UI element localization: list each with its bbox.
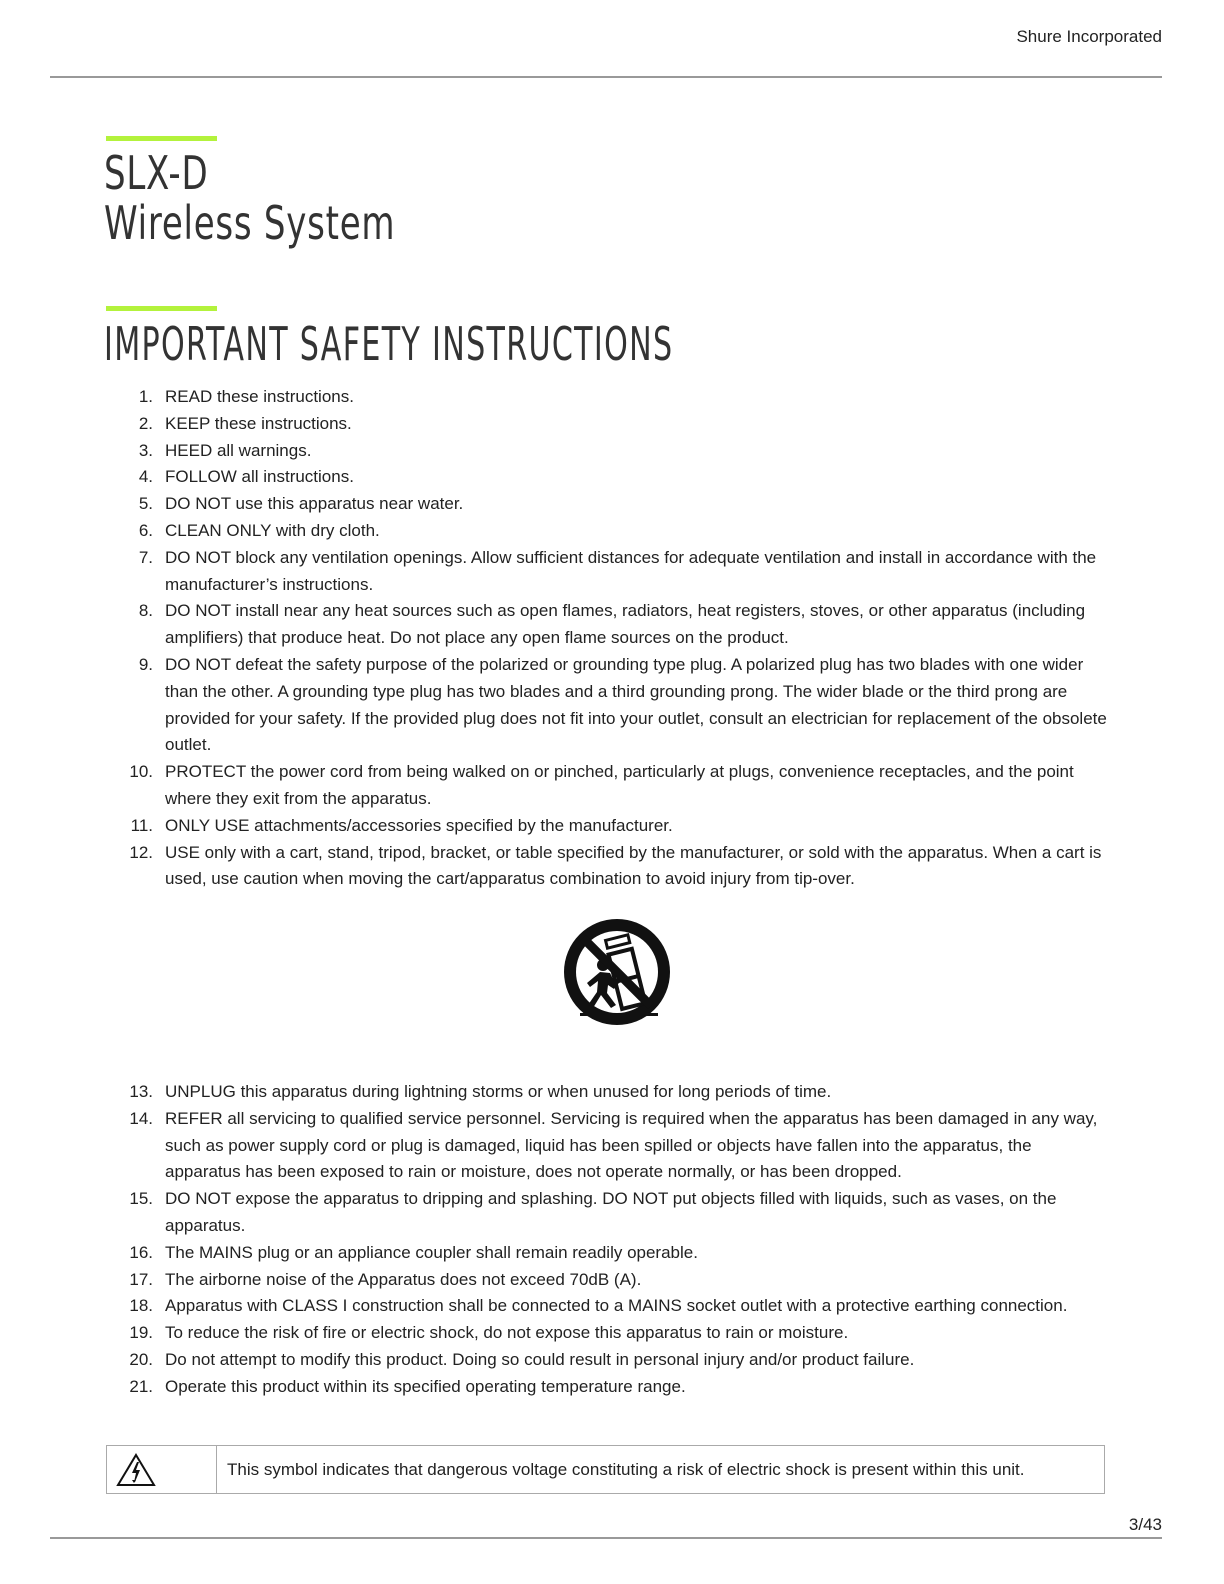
- list-item-number: 10.: [129, 762, 153, 782]
- warning-text: This symbol indicates that dangerous voltage constituting a risk of electric shock is present within this unit.: [227, 1459, 1025, 1479]
- list-item: [138, 652, 1110, 759]
- electric-shock-warning-icon: [116, 1453, 156, 1487]
- list-item-text: FOLLOW all instructions.: [165, 467, 354, 487]
- list-item-text: DO NOT use this apparatus near water.: [165, 494, 464, 514]
- list-item-text: PROTECT the power cord from being walked on or pinched, particularly at plugs, convenience receptacles, and the point where they exit from the apparatus.: [165, 762, 1074, 808]
- title-accent-bar: [106, 136, 217, 141]
- product-title-line2: Wireless System: [104, 196, 396, 250]
- list-item-number: 4.: [138, 467, 153, 487]
- list-item: [138, 545, 1110, 599]
- list-item-number: 5.: [138, 494, 153, 514]
- list-item: [138, 384, 1110, 411]
- list-item: [129, 1267, 1110, 1294]
- list-item-text: The MAINS plug or an appliance coupler shall remain readily operable.: [165, 1242, 698, 1262]
- list-item: [129, 1106, 1110, 1186]
- list-item-text: To reduce the risk of fire or electric shock, do not expose this apparatus to rain or moisture.: [165, 1323, 849, 1343]
- list-item-text: HEED all warnings.: [165, 440, 312, 460]
- cart-icon-graphic: [560, 915, 674, 1029]
- list-item: [129, 1293, 1110, 1320]
- list-item: [129, 1320, 1110, 1347]
- list-item: [138, 411, 1110, 438]
- list-item-number: 19.: [129, 1323, 153, 1343]
- list-item-text: READ these instructions.: [165, 387, 354, 406]
- list-item: [129, 759, 1110, 813]
- list-item-text: REFER all servicing to qualified service personnel. Servicing is required when the apparatus has been damaged in any way, such as power supply cord or plug is damaged, liquid has been spilled or objects have fallen into the apparatus, the apparatus has been exposed to rain or moisture, does not operate normally, or has been dropped.: [165, 1108, 1098, 1182]
- list-item-text: DO NOT install near any heat sources such as open flames, radiators, heat registers, stoves, or other apparatus (including amplifiers) that produce heat. Do not place any open flame sources on the product.: [165, 601, 1086, 648]
- list-item-number: 1.: [138, 387, 153, 406]
- list-item-number: 20.: [129, 1349, 153, 1369]
- list-item: [130, 813, 1110, 840]
- list-item-number: 8.: [138, 601, 153, 621]
- list-item-text: DO NOT defeat the safety purpose of the polarized or grounding type plug. A polarized plug has two blades with one wider than the other. A grounding type plug has two blades and a third grounding prong. The wider blade or the third prong are provided for your safety. If the provided plug does not fit into your outlet, consult an electrician for replacement of the obsolete outlet.: [165, 654, 1107, 755]
- list-item-number: 11.: [130, 815, 153, 835]
- section-accent-bar: [106, 306, 217, 311]
- list-item-number: 13.: [129, 1082, 153, 1101]
- list-item-text: Operate this product within its specified operating temperature range.: [165, 1376, 686, 1396]
- page-number: 3/43: [1128, 1515, 1162, 1534]
- warning-icon-cell: [107, 1446, 217, 1493]
- list-item-text: DO NOT expose the apparatus to dripping and splashing. DO NOT put objects filled with liquids, such as vases, on the apparatus.: [165, 1189, 1057, 1235]
- list-item-text: DO NOT block any ventilation openings. Allow sufficient distances for adequate ventilation and install in accordance with the manufacturer’s instructions.: [165, 547, 1097, 594]
- list-item: [129, 1374, 1110, 1401]
- product-title: [104, 148, 395, 248]
- list-item: [129, 1347, 1110, 1374]
- list-item: [138, 438, 1110, 465]
- list-item: [129, 1079, 1110, 1106]
- list-item-number: 17.: [129, 1269, 153, 1289]
- list-item-number: 15.: [129, 1189, 153, 1209]
- list-item: [129, 840, 1110, 894]
- list-item-number: 9.: [138, 654, 153, 674]
- list-item-number: 12.: [129, 842, 153, 862]
- list-item-number: 3.: [138, 440, 153, 460]
- list-item-number: 21.: [129, 1376, 153, 1396]
- list-item: [138, 464, 1110, 491]
- list-item-text: The airborne noise of the Apparatus does not exceed 70dB (A).: [165, 1269, 642, 1289]
- list-item: [129, 1240, 1110, 1267]
- shock-warning-table: [106, 1445, 1105, 1494]
- footer-divider: [50, 1537, 1162, 1539]
- section-title: IMPORTANT SAFETY INSTRUCTIONS: [104, 317, 674, 371]
- list-item: [129, 1186, 1110, 1240]
- product-title-line1: SLX-D: [104, 146, 209, 200]
- list-item-text: Apparatus with CLASS I construction shall be connected to a MAINS socket outlet with a protective earthing connection.: [165, 1296, 1068, 1316]
- list-item-number: 2.: [138, 413, 153, 433]
- list-item-number: 14.: [129, 1108, 153, 1128]
- list-item-text: KEEP these instructions.: [165, 413, 352, 433]
- list-item-text: ONLY USE attachments/accessories specified by the manufacturer.: [165, 815, 673, 835]
- list-item-text: UNPLUG this apparatus during lightning storms or when unused for long periods of time.: [165, 1082, 832, 1101]
- safety-instructions-list-part2: [129, 1079, 1110, 1401]
- list-item-number: 6.: [138, 520, 153, 540]
- list-item: [138, 598, 1110, 652]
- list-item-text: USE only with a cart, stand, tripod, bracket, or table specified by the manufacturer, or sold with the apparatus. When a cart is used, use caution when moving the cart/apparatus combination to avoid injury from tip-over.: [165, 842, 1102, 889]
- list-item: [138, 491, 1110, 518]
- cart-tip-over-warning-icon: [560, 915, 674, 1029]
- safety-instructions-list-part1: [129, 384, 1110, 893]
- list-item-number: 7.: [138, 547, 153, 567]
- list-item: [138, 518, 1110, 545]
- list-item-number: 18.: [129, 1296, 153, 1316]
- header-company-name: Shure Incorporated: [1016, 27, 1162, 46]
- list-item-text: Do not attempt to modify this product. Doing so could result in personal injury and/or product failure.: [165, 1349, 915, 1369]
- list-item-number: 16.: [129, 1242, 153, 1262]
- header-divider: [50, 76, 1162, 78]
- list-item-text: CLEAN ONLY with dry cloth.: [165, 520, 380, 540]
